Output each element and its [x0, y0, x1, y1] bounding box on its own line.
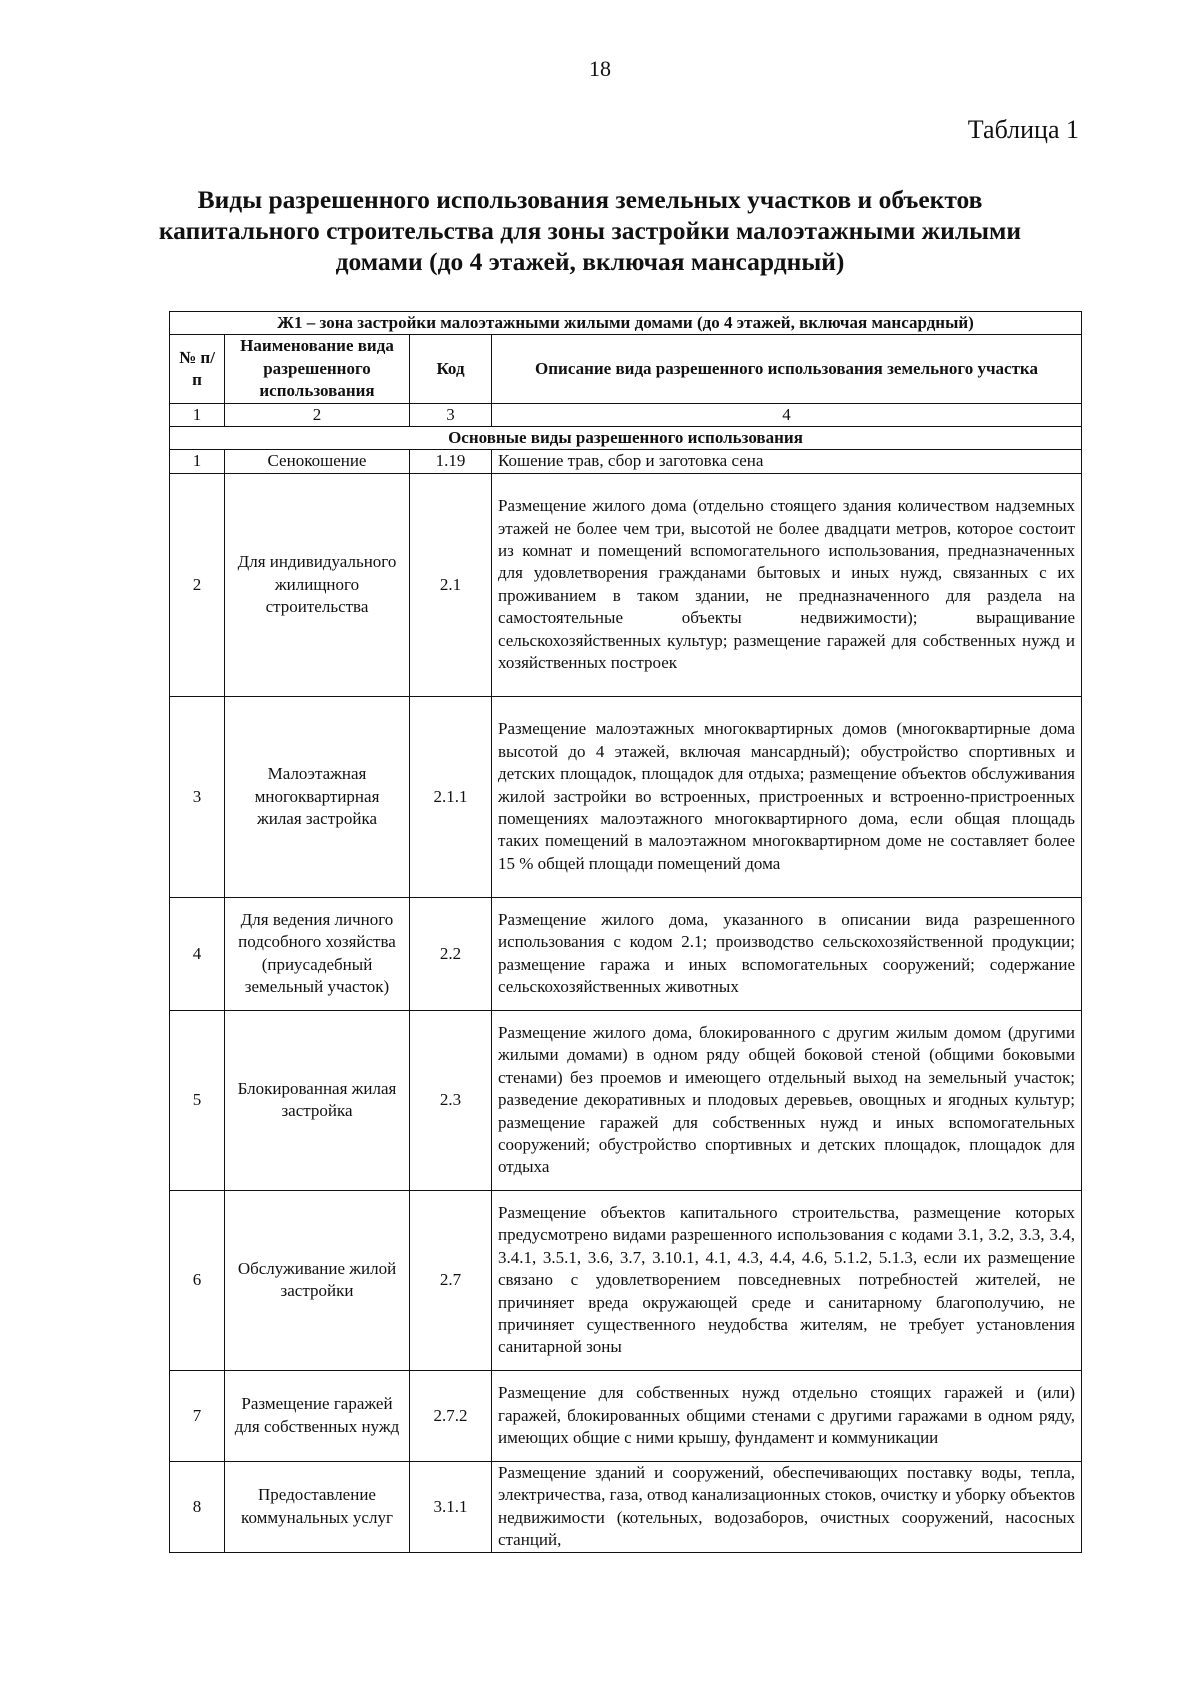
- column-header-name: Наименование вида разрешенного использования: [225, 335, 410, 403]
- use-name: Обслуживание жилой застройки: [225, 1190, 410, 1370]
- section-header-row: [170, 427, 1082, 450]
- column-number: 2: [225, 403, 410, 426]
- use-code: 2.3: [410, 1010, 492, 1190]
- use-code: 3.1.1: [410, 1461, 492, 1552]
- use-name: Размещение гаражей для собственных нужд: [225, 1370, 410, 1461]
- table-row: [170, 473, 1082, 696]
- use-description: Размещение жилого дома, указанного в описании вида разрешенного использования с кодом 2.1; производство сельскохозяйственной продукции; размещение гаража и иных вспомогательных сооружений; содержание сельскохозяйственных животных: [492, 897, 1082, 1010]
- table-row: [170, 1010, 1082, 1190]
- table-row: [170, 1190, 1082, 1370]
- row-number: 4: [170, 897, 225, 1010]
- table-label: Таблица 1: [967, 115, 1079, 144]
- column-header-description: Описание вида разрешенного использования земельного участка: [492, 335, 1082, 403]
- table-row: [170, 897, 1082, 1010]
- use-code: 1.19: [410, 450, 492, 473]
- table-row: [170, 450, 1082, 473]
- table-row: [170, 696, 1082, 897]
- land-use-table: [169, 311, 1082, 1553]
- use-code: 2.7.2: [410, 1370, 492, 1461]
- row-number: 6: [170, 1190, 225, 1370]
- use-code: 2.2: [410, 897, 492, 1010]
- use-description: Кошение трав, сбор и заготовка сена: [492, 450, 1082, 473]
- column-header-row: [170, 335, 1082, 403]
- use-name: Для ведения личного подсобного хозяйства (приусадебный земельный участок): [225, 897, 410, 1010]
- section-title: Основные виды разрешенного использования: [170, 427, 1082, 450]
- zone-header: Ж1 – зона застройки малоэтажными жилыми домами (до 4 этажей, включая мансардный): [170, 312, 1082, 335]
- zone-header-row: [170, 312, 1082, 335]
- use-code: 2.1: [410, 473, 492, 696]
- column-number: 1: [170, 403, 225, 426]
- row-number: 7: [170, 1370, 225, 1461]
- page-number: 18: [589, 56, 611, 81]
- column-header-code: Код: [410, 335, 492, 403]
- document-title: Виды разрешенного использования земельных участков и объектов капитального строительства для зоны застройки малоэтажными жилыми домами (до 4 этажей, включая мансардный): [158, 185, 1022, 276]
- use-name: Для индивидуального жилищного строительства: [225, 473, 410, 696]
- column-number-row: [170, 403, 1082, 426]
- use-name: Блокированная жилая застройка: [225, 1010, 410, 1190]
- use-name: Сенокошение: [225, 450, 410, 473]
- column-number: 3: [410, 403, 492, 426]
- use-description: Размещение малоэтажных многоквартирных домов (многоквартирные дома высотой до 4 этажей, включая мансардный); обустройство спортивных и детских площадок, площадок для отдыха; размещение объектов обслуживания жилой застройки во встроенных, пристроенных и встроенно-пристроенных помещениях малоэтажного многоквартирного дома, если общая площадь таких помещений в малоэтажном многоквартирном доме не составляет более 15 % общей площади помещений дома: [492, 696, 1082, 897]
- table-row: [170, 1370, 1082, 1461]
- row-number: 1: [170, 450, 225, 473]
- use-name: Малоэтажная многоквартирная жилая застройка: [225, 696, 410, 897]
- row-number: 2: [170, 473, 225, 696]
- use-description: Размещение жилого дома (отдельно стоящего здания количеством надземных этажей не более чем три, высотой не более двадцати метров, которое состоит из комнат и помещений вспомогательного использования, предназначенных для удовлетворения гражданами бытовых и иных нужд, связанных с их проживанием в таком здании, не предназначенного для раздела на самостоятельные объекты недвижимости); выращивание сельскохозяйственных культур; размещение гаражей для собственных нужд и хозяйственных построек: [492, 473, 1082, 696]
- use-name: Предоставление коммунальных услуг: [225, 1461, 410, 1552]
- use-description: Размещение для собственных нужд отдельно стоящих гаражей и (или) гаражей, блокированных общими стенами с другими гаражами в одном ряду, имеющих общие с ними крышу, фундамент и коммуникации: [492, 1370, 1082, 1461]
- row-number: 5: [170, 1010, 225, 1190]
- row-number: 8: [170, 1461, 225, 1552]
- use-code: 2.1.1: [410, 696, 492, 897]
- column-header-no: № п/п: [170, 335, 225, 403]
- use-description: Размещение жилого дома, блокированного с другим жилым домом (другими жилыми домами) в одном ряду общей боковой стеной (общими боковыми стенами) без проемов и имеющего отдельный выход на земельный участок; разведение декоративных и плодовых деревьев, овощных и ягодных культур; размещение гаражей для собственных нужд и иных вспомогательных сооружений; обустройство спортивных и детских площадок, площадок для отдыха: [492, 1010, 1082, 1190]
- use-description: Размещение зданий и сооружений, обеспечивающих поставку воды, тепла, электричества, газа, отвод канализационных стоков, очистку и уборку объектов недвижимости (котельных, водозаборов, очистных сооружений, насосных станций,: [492, 1461, 1082, 1552]
- use-description: Размещение объектов капитального строительства, размещение которых предусмотрено видами разрешенного использования с кодами 3.1, 3.2, 3.3, 3.4, 3.4.1, 3.5.1, 3.6, 3.7, 3.10.1, 4.1, 4.3, 4.4, 4.6, 5.1.2, 5.1.3, если их размещение связано с удовлетворением повседневных потребностей жителей, не причиняет вреда окружающей среде и санитарному благополучию, не причиняет существенного неудобства жителям, не требует установления санитарной зоны: [492, 1190, 1082, 1370]
- use-code: 2.7: [410, 1190, 492, 1370]
- row-number: 3: [170, 696, 225, 897]
- table-row: [170, 1461, 1082, 1552]
- column-number: 4: [492, 403, 1082, 426]
